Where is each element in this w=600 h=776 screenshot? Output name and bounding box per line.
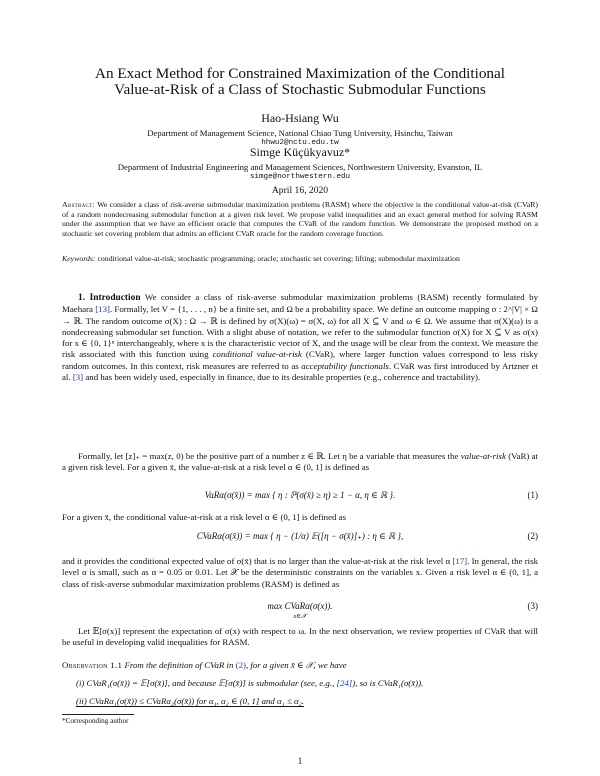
text-span: (ii) CVaRα₁(σ(x̄)) ≤ CVaRα₂(σ(x̄)) for α₁, α₂ ∈ (0, 1] and α₁ ≤ α₂.: [76, 696, 304, 706]
equation-1: [62, 490, 538, 508]
text-span: (CVaR), where larger function values correspond to less risky random outcomes. In this context, risk measures are referred to as: [62, 349, 539, 371]
citation-link[interactable]: [17]: [452, 556, 468, 566]
paper-date: April 16, 2020: [271, 185, 329, 196]
equation-number: (2): [527, 531, 538, 541]
equation-number: (3): [527, 601, 538, 611]
equation-subscript: x∈𝒳: [293, 613, 307, 620]
text-span: and has been widely used, especially in finance, due to its desirable properties (e.g., coherence and tractability).: [85, 372, 481, 383]
author-name: Simge Küçükyavuz*: [249, 145, 351, 159]
emphasis-term: acceptability functionals: [301, 360, 389, 371]
introduction-paragraph-4: [62, 556, 538, 590]
text-span: . In general, the risk level α is small, such as α = 0.05 or 0.01. Let 𝒳 be the deterministic constraints on the variables x. Given a risk level α ∈ (0, 1], a class of risk-averse submodular maximization problems (RASM) is defined as: [62, 556, 538, 589]
title-line-2: Value-at-Risk of a Class of Stochastic Submodular Functions: [114, 81, 486, 98]
introduction-paragraph-2: [62, 451, 538, 474]
author-name: Hao-Hsiang Wu: [261, 111, 339, 125]
equation-number: (1): [527, 490, 538, 500]
author-affiliation: Department of Industrial Engineering and Management Sciences, Northwestern University, Evanston, IL: [117, 162, 483, 172]
text-span: . Formally, let V = {1, . . . , n} be a finite set, and Ω be a probability space. We define an outcome mapping σ : 2^|V| × Ω → ℝ. The random outcome σ(X) : Ω → ℝ is defined by σ(X)(ω) = σ(X, ω) for all X ⊆ V and ω ∈ Ω. We assume that σ(X)(ω) is a nondecreasing submodular set function. With a slight abuse of notation, we refer to the submodular function σ(X) for X ⊆ V as σ(x) for x ∈ {0, 1}ⁿ interchangeably, where x is the characteristic vector of X, and the usage will be clear from the context. We measure the risk associated with this function using: [62, 304, 538, 360]
abstract: [62, 200, 538, 238]
citation-link[interactable]: [3]: [72, 372, 84, 383]
text-span: From the definition of CVaR in: [124, 660, 234, 670]
text-span: and it provides the conditional expected value of σ(x̄) that is no larger than the value-at-risk at the risk level α: [62, 556, 451, 566]
abstract-text: We consider a class of risk-averse submodular maximization problems (RASM) where the objective is the conditional value-at-risk (CVaR) of a random nondecreasing submodular function at a given risk level. We propose valid inequalities and an exact general method for solving RASM under the assumption that we have an efficient oracle that computes the CVaR of the random function. We demonstrate the proposed method on a stochastic set covering problem that admits an efficient CVaR oracle for the random coverage function.: [62, 200, 538, 238]
citation-link[interactable]: [24]: [336, 678, 353, 688]
introduction-paragraph-1: [62, 292, 538, 383]
text-span: Let 𝔼[σ(x)] represent the expectation of σ(x) with respect to ω. In the next observation, we review properties of CVaR that will be useful in developing valid inequalities for RASM.: [62, 626, 538, 648]
author-block-2: [40, 146, 560, 182]
author-block-1: [40, 112, 560, 148]
text-span: For a given x̄, the conditional value-at-risk at a risk level α ∈ (0, 1] is defined as: [62, 512, 347, 522]
text-span: We consider a class of risk-averse submodular maximization problems (RASM) recently formulated by Maehara: [62, 292, 538, 315]
author-email[interactable]: simge@northwestern.edu: [249, 173, 351, 181]
section-heading: 1. Introduction: [78, 293, 141, 303]
equation-body: CVaRα(σ(x̄)) = max { η − (1/α) 𝔼([η − σ(x̄)]₊) : η ∈ ℝ },: [196, 531, 404, 541]
introduction-paragraph-5: [62, 626, 538, 649]
equation-ref-link[interactable]: (2): [235, 660, 246, 670]
observation-label: Observation 1.1: [62, 660, 123, 670]
footnote: *Corresponding author: [62, 717, 129, 725]
observation-item-ii: [76, 696, 538, 707]
page-number: 1: [297, 756, 303, 766]
equation-2: [62, 531, 538, 549]
title-line-1: An Exact Method for Constrained Maximization of the Conditional: [95, 65, 505, 82]
text-span: , for a given x̄ ∈ 𝒳, we have: [245, 660, 347, 670]
equation-body: max CVaRα(σ(x)).: [267, 601, 333, 611]
text-span: (VaR) at a given risk level. For a given x̄, the value-at-risk at a risk level α ∈ (0, 1] is defined as: [62, 451, 538, 473]
author-email[interactable]: hhwu2@nctu.edu.tw: [261, 139, 339, 147]
abstract-label: Abstract:: [62, 200, 96, 209]
observation-item-i: [76, 678, 538, 689]
keywords-text: conditional value-at-risk; stochastic programming; oracle; stochastic set covering; lifting; submodular maximization: [97, 254, 460, 263]
author-affiliation: Department of Management Science, National Chiao Tung University, Hsinchu, Taiwan: [147, 128, 453, 138]
equation-3: [62, 601, 538, 619]
introduction-paragraph-3: [62, 512, 538, 523]
emphasis-term: value-at-risk: [460, 451, 506, 461]
text-span: ), so is CVaR₁(σ(x̄)).: [352, 678, 424, 688]
observation-1-1: [62, 660, 538, 671]
text-span: (i) CVaR₁(σ(x̄)) = 𝔼[σ(x̄)], and because 𝔼[σ(x̄)] is submodular (see, e.g.,: [76, 678, 335, 688]
equation-body: VaRα(σ(x̄)) = max { η : ℙ(σ(x̄) ≥ η) ≥ 1 − α, η ∈ ℝ }.: [204, 490, 396, 500]
text-span: . CVaR was first introduced by Artzner et al.: [62, 360, 538, 383]
text-span: Formally, let [z]₊ = max(z, 0) be the positive part of a number z ∈ ℝ. Let η be a variable that measures the: [78, 451, 459, 461]
citation-link[interactable]: [13]: [95, 304, 110, 315]
keywords: [62, 254, 538, 264]
keywords-label: Keywords:: [62, 254, 96, 263]
paper-title: [60, 66, 540, 98]
emphasis-term: conditional value-at-risk: [212, 349, 302, 360]
footnote-divider: [62, 714, 134, 715]
